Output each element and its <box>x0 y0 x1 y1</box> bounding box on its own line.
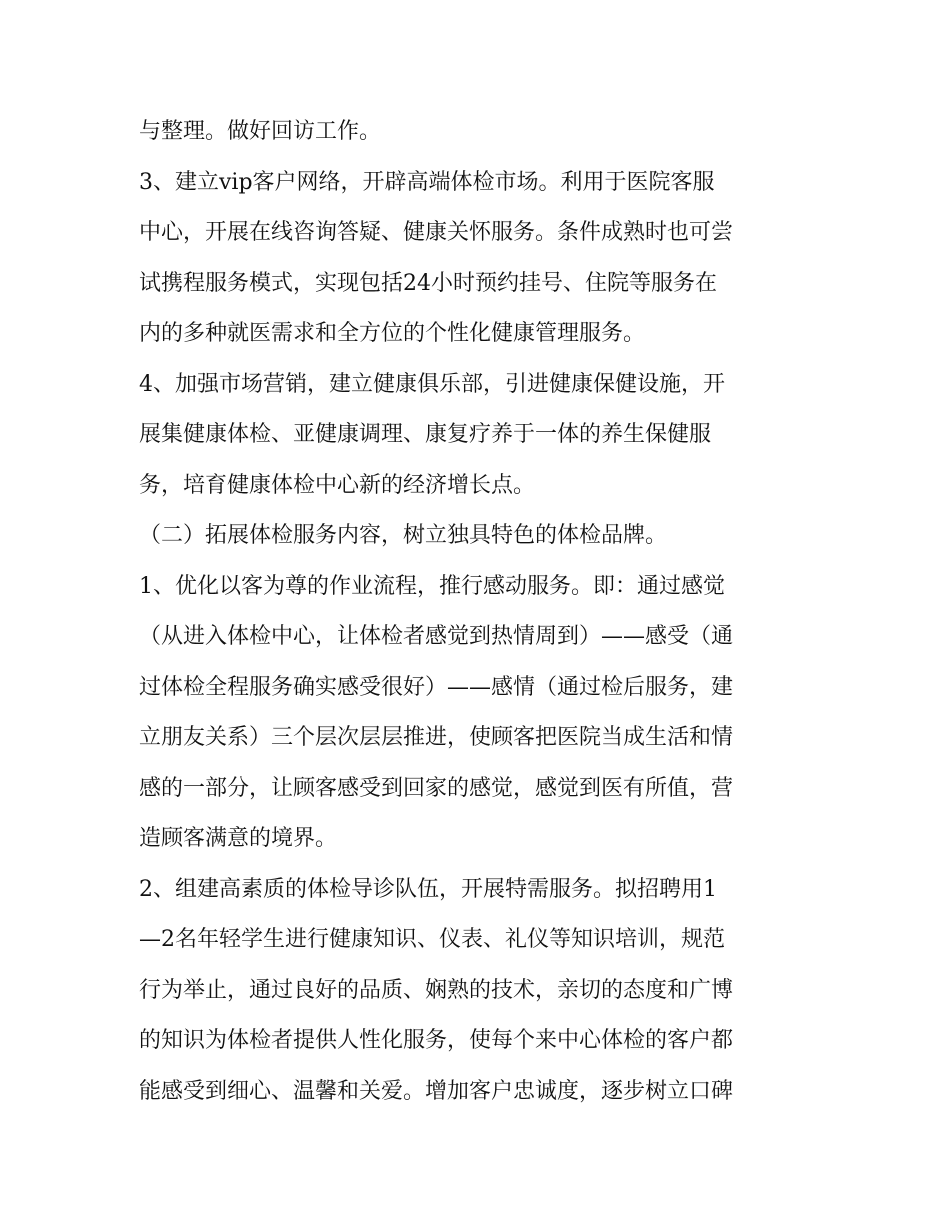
section-heading: （二）拓展体检服务内容，树立独具特色的体检品牌。 <box>139 523 668 548</box>
text-line: 过体检全程服务确实感受很好）——感情（通过检后服务，建 <box>139 674 734 700</box>
text-line: 展集健康体检、亚健康调理、康复疗养于一体的养生保健服 <box>139 422 712 447</box>
text-line: 试携程服务模式，实现包括24小时预约挂号、住院等服务在 <box>139 270 717 296</box>
text-line: 造顾客满意的境界。 <box>139 826 338 851</box>
text-line: 中心，开展在线咨询答疑、健康关怀服务。条件成熟时也可尝 <box>139 220 734 245</box>
text-line: 3、建立vip客户网络，开辟高端体检市场。利用于医院客服 <box>139 169 715 195</box>
text-line: 行为举止，通过良好的品质、娴熟的技术，亲切的态度和广博 <box>139 977 734 1003</box>
text-line: 1、优化以客为尊的作业流程，推行感动服务。即：通过感觉 <box>139 573 725 599</box>
body-text <box>139 107 829 1117</box>
text-line: 4、加强市场营销，建立健康俱乐部，引进健康保健设施，开 <box>139 371 725 397</box>
text-line: 内的多种就医需求和全方位的个性化健康管理服务。 <box>139 321 646 346</box>
text-line: 务，培育健康体检中心新的经济增长点。 <box>139 472 536 498</box>
text-line: 感的一部分，让顾客感受到回家的感觉，感觉到医有所值，营 <box>139 775 734 801</box>
text-line: 与整理。做好回访工作。 <box>139 119 382 144</box>
text-line: 能感受到细心、温馨和关爱。增加客户忠诚度，逐步树立口碑 <box>139 1078 734 1104</box>
text-line: （从进入体检中心，让体检者感觉到热情周到）——感受（通 <box>139 624 734 649</box>
text-line: 的知识为体检者提供人性化服务，使每个来中心体检的客户都 <box>139 1028 734 1053</box>
text-line: —2名年轻学生进行健康知识、仪表、礼仪等知识培训，规范 <box>139 927 725 952</box>
text-line: 立朋友关系）三个层次层层推进，使顾客把医院当成生活和情 <box>139 725 734 750</box>
text-line: 2、组建高素质的体检导诊队伍，开展特需服务。拟招聘用1 <box>139 876 717 902</box>
